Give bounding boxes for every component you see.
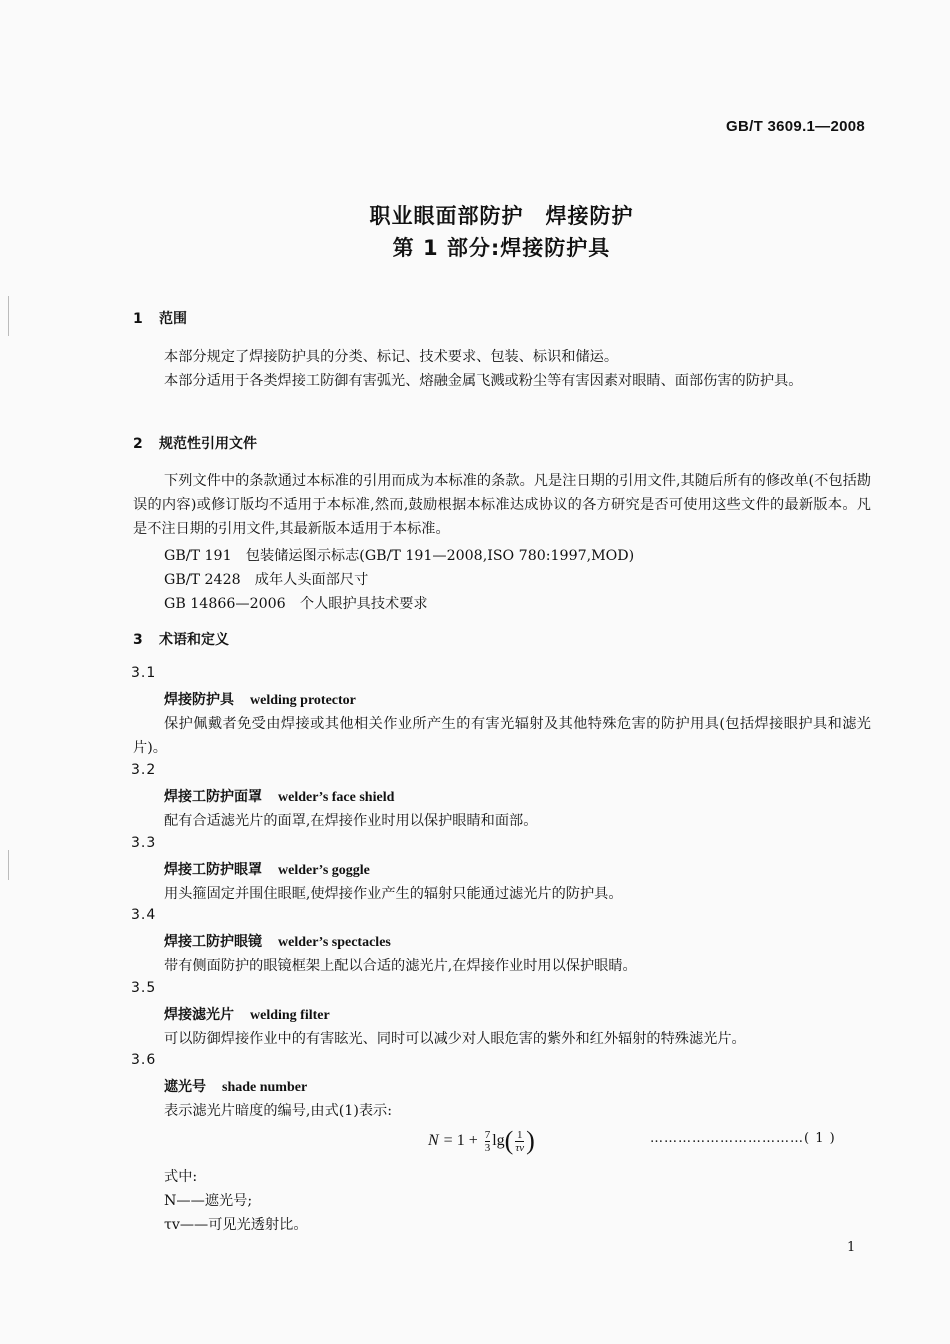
paragraph: 本部分适用于各类焊接工防御有害弧光、熔融金属飞溅或粉尘等有害因素对眼睛、面部伤害的防护具。 [164,373,803,389]
term-name-cn: 焊接滤光片 [164,1007,234,1023]
coefficient-fraction [485,1129,491,1154]
section-number: 1 [133,311,143,327]
where-intro: 式中: [164,1169,198,1185]
reference-item: GB/T 191 包装储运图示标志(GB/T 191—2008,ISO 780:1997,MOD) [164,548,635,564]
page-number: 1 [847,1240,856,1255]
term-definition: 表示滤光片暗度的编号,由式(1)表示: [164,1103,393,1119]
term-number: 3.4 [131,907,157,923]
term-name [164,1004,330,1024]
fraction-denominator: 3 [484,1141,491,1154]
term-name-en: welder’s spectacles [278,935,391,950]
term-name [164,1076,307,1096]
section-number: 2 [133,436,143,452]
equation-number [650,1131,836,1146]
term-name [164,859,370,879]
title-line-2: 第 1 部分:焊接防护具 [392,236,611,260]
section-number: 3 [133,632,143,648]
term-number: 3.2 [131,762,157,778]
reference-item: GB/T 2428 成年人头面部尺寸 [164,572,369,588]
term-name-cn: 遮光号 [164,1079,206,1095]
term-name-cn: 焊接工防护眼镜 [164,934,262,950]
fraction-numerator: 1 [517,1128,523,1141]
term-definition: 保护佩戴者免受由焊接或其他相关作业所产生的有害光辐射及其他特殊危害的防护用具(包括焊接眼护具和滤光片)。 [133,716,871,756]
term-name-cn: 焊接工防护面罩 [164,789,262,805]
section-title: 术语和定义 [159,632,229,648]
term-name [164,931,391,951]
term-name [164,786,394,806]
section-3-heading [133,629,229,649]
scan-artifact [8,850,9,880]
term-name-en: welding protector [250,693,356,708]
term-name [164,689,356,709]
section-title: 范围 [159,311,187,327]
term-name-cn: 焊接防护具 [164,692,234,708]
standard-code: GB/T 3609.1—2008 [726,118,866,135]
paragraph: 本部分规定了焊接防护具的分类、标记、技术要求、包装、标识和储运。 [164,349,619,365]
formula-equals: = 1 + [443,1132,478,1149]
section-title: 规范性引用文件 [159,436,257,452]
term-definition: 带有侧面防护的眼镜框架上配以合适的滤光片,在焊接作业时用以保护眼睛。 [164,958,637,974]
term-number: 3.3 [131,835,157,851]
fraction-numerator: 7 [484,1128,491,1141]
term-definition: 用头箍固定并围住眼眶,使焊接作业产生的辐射只能通过滤光片的防护具。 [164,886,623,902]
term-definition: 配有合适滤光片的面罩,在焊接作业时用以保护眼睛和面部。 [164,813,538,829]
term-name-en: welder’s face shield [278,790,395,805]
term-name-en: welder’s goggle [278,863,370,878]
scan-artifact [8,296,9,336]
term-definition: 可以防御焊接作业中的有害眩光、同时可以减少对人眼危害的紫外和红外辐射的特殊滤光片。 [164,1031,746,1047]
where-item: τv——可见光透射比。 [164,1217,308,1233]
term-number: 3.6 [131,1052,157,1068]
argument-fraction [515,1129,524,1154]
right-paren: ) [526,1126,535,1155]
where-item: N——遮光号; [164,1193,253,1209]
term-name-en: shade number [222,1080,308,1095]
left-paren: ( [504,1126,514,1155]
fraction-denominator: τv [515,1141,525,1154]
title-line-1: 职业眼面部防护 焊接防护 [369,204,634,228]
section-2-heading [133,433,257,453]
term-number: 3.1 [131,665,157,681]
section-1-heading [133,308,187,328]
paragraph: 下列文件中的条款通过本标准的引用而成为本标准的条款。凡是注日期的引用文件,其随后所有的修改单(不包括勘误的内容)或修订版均不适用于本标准,然而,鼓励根据本标准达成协议的各方研究是否可使用这些文件的最新版本。凡是不注日期的引用文件,其最新版本适用于本标准。 [133,473,871,537]
equation-label: ( 1 ) [804,1131,836,1146]
log-function: lg [492,1132,505,1149]
term-name-en: welding filter [250,1008,330,1023]
term-name-cn: 焊接工防护眼罩 [164,862,262,878]
formula-lhs: N [428,1132,439,1149]
reference-item: GB 14866—2006 个人眼护具技术要求 [164,596,428,612]
equation-leader: …………………………… [650,1131,804,1146]
formula [428,1128,535,1154]
term-number: 3.5 [131,980,157,996]
